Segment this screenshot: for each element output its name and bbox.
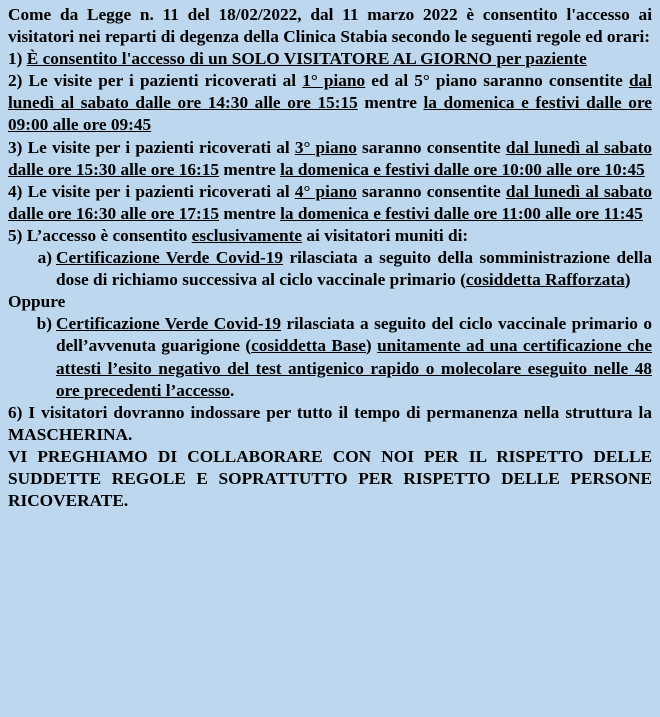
rule-5-emphasis: esclusivamente [191, 225, 303, 245]
rule-2-text-b: ed al 5° piano saranno consentite [365, 71, 629, 91]
rule-2-floor: 1° piano [302, 71, 366, 91]
item-b-type: cosiddetta Base [251, 336, 366, 356]
rule-1-number: 1) [8, 49, 27, 69]
item-a-close: ) [624, 270, 631, 290]
item-b-period: . [230, 380, 235, 400]
item-a [8, 247, 652, 291]
rule-2-text-a: 2) Le visite per i pazienti ricoverati al [8, 71, 303, 91]
closing-appeal: VI PREGHIAMO DI COLLABORARE CON NOI PER IL RISPETTO DELLE SUDDETTE REGOLE E SOPRATTUTTO PER RISPETTO DELLE PERSONE RICOVERATE. [8, 446, 652, 511]
rule-2 [8, 70, 652, 136]
item-b-text [56, 313, 652, 401]
rule-6 [8, 402, 652, 446]
item-a-certificate: Certificazione Verde Covid-19 [56, 248, 283, 268]
rule-1 [8, 48, 652, 70]
rule-2-holiday-hours: la domenica e festivi dalle ore 09:00 alle ore 09:45 [8, 93, 652, 135]
item-b [8, 313, 652, 401]
rule-3-floor: 3° piano [294, 137, 357, 157]
rule-4-text-a: 4) Le visite per i pazienti ricoverati al [8, 181, 295, 201]
rule-3-holiday-hours: la domenica e festivi dalle ore 10:00 alle ore 10:45 [280, 159, 645, 179]
item-b-certificate: Certificazione Verde Covid-19 [56, 314, 281, 334]
rule-6-text: 6) I visitatori dovranno indossare per tutto il tempo di permanenza nella struttura la MASCHERINA. [8, 402, 652, 444]
rule-5-text-a: 5) L’accesso è consentito [8, 225, 192, 245]
rule-5 [8, 225, 652, 247]
item-a-type: cosiddetta Rafforzata [465, 270, 625, 290]
rule-2-text-c: mentre [357, 93, 424, 113]
rule-3-text-a: 3) Le visite per i pazienti ricoverati al [8, 137, 295, 157]
rule-4-holiday-hours: la domenica e festivi dalle ore 11:00 alle ore 11:45 [280, 203, 643, 223]
rule-4 [8, 181, 652, 225]
item-a-desc: rilasciata a seguito della somministrazione della dose di richiamo successiva al ciclo vaccinale primario ( [56, 248, 652, 290]
rule-5-text-b: ai visitatori muniti di: [302, 225, 469, 245]
rule-4-weekday-hours: dal lunedì al sabato dalle ore 16:30 alle ore 17:15 [8, 181, 652, 223]
item-b-label: b) [36, 314, 52, 334]
item-b-test-requirement: unitamente ad una certificazione che attesti l’esito negativo del test antigenico rapido o molecolare eseguito nelle 48 ore precedenti l’accesso [56, 336, 652, 400]
rule-2-weekday-hours: dal lunedì al sabato dalle ore 14:30 alle ore 15:15 [8, 71, 652, 113]
rule-4-floor: 4° piano [294, 181, 357, 201]
rule-1-text: È consentito l'accesso di un SOLO VISITATORE AL GIORNO per paziente [26, 49, 587, 69]
rule-3-text-b: saranno consentite [356, 137, 506, 157]
rule-4-text-c: mentre [219, 203, 281, 223]
rule-3 [8, 137, 652, 181]
intro-text: Come da Legge n. 11 del 18/02/2022, dal 11 marzo 2022 è consentito l'accesso ai visitatori nei reparti di degenza della Clinica Stabia secondo le seguenti regole ed orari: [8, 5, 652, 47]
item-b-desc: rilasciata a seguito del ciclo vaccinale primario o dell’avvenuta guarigione ( [56, 314, 652, 356]
intro-paragraph [8, 4, 652, 48]
item-a-text [56, 247, 652, 291]
rule-4-text-b: saranno consentite [356, 181, 506, 201]
rule-3-text-c: mentre [219, 159, 281, 179]
oppure-label: Oppure [8, 292, 66, 312]
item-a-label: a) [37, 248, 52, 268]
rule-3-weekday-hours: dal lunedì al sabato dalle ore 15:30 alle ore 16:15 [8, 137, 652, 179]
item-b-close: ) [365, 336, 378, 356]
